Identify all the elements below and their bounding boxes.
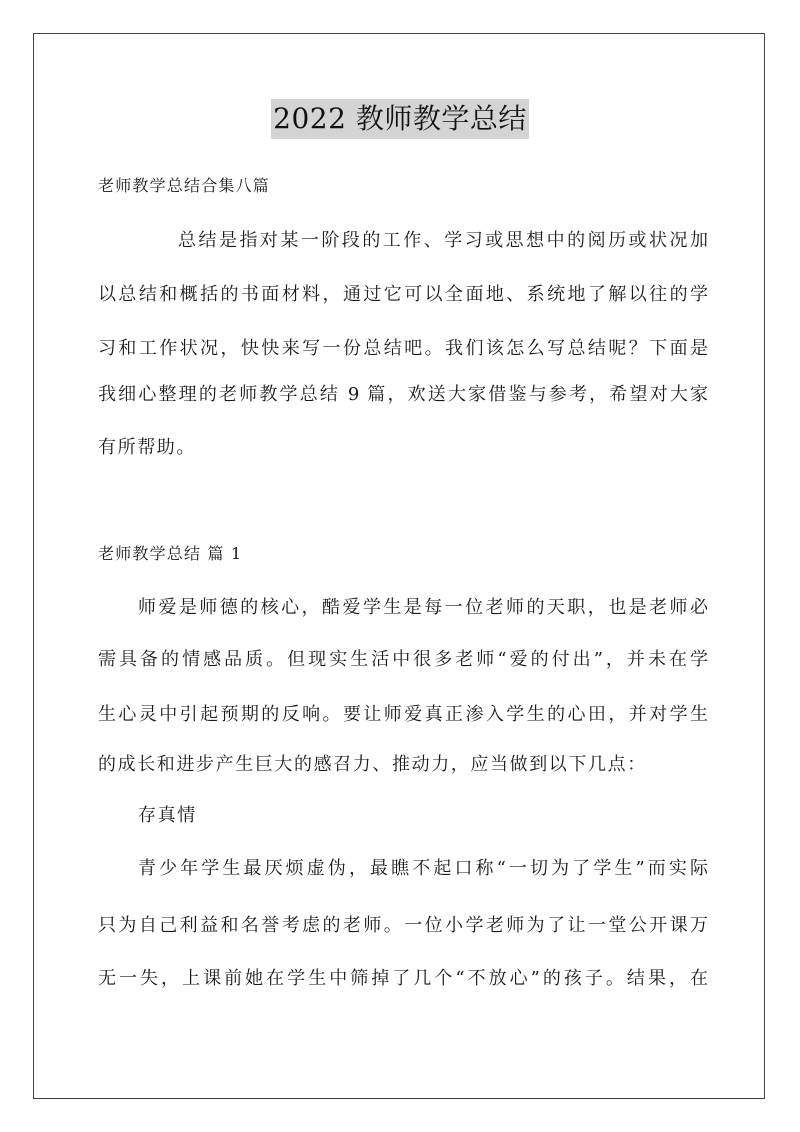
document-title: 2022 教师教学总结 [271, 99, 529, 139]
intro-line-3: 习和工作状况，快快来写一份总结吧。我们该怎么写总结呢？下面是 [98, 338, 708, 359]
intro-line-5: 有所帮助。 [98, 437, 196, 458]
document-subtitle: 老师教学总结合集八篇 [98, 176, 271, 195]
subheading: 存真情 [138, 805, 197, 826]
paragraph2-line-1: 青少年学生最厌烦虚伪，最瞧不起口称“一切为了学生”而实际 [138, 858, 708, 879]
intro-line-2: 以总结和概括的书面材料，通过它可以全面地、系统地了解以往的学 [98, 284, 708, 305]
paragraph1-line-3: 生心灵中引起预期的反响。要让师爱真正渗入学生的心田，并对学生 [98, 704, 708, 725]
paragraph1-line-4: 的成长和进步产生巨大的感召力、推动力，应当做到以下几点： [98, 754, 647, 775]
paragraph2-line-2: 只为自己利益和名誉考虑的老师。一位小学老师为了让一堂公开课万 [98, 915, 708, 936]
title-container [0, 99, 800, 139]
paragraph2-line-3: 无一失，上课前她在学生中筛掉了几个“不放心”的孩子。结果，在 [98, 968, 708, 989]
paragraph1-line-2: 需具备的情感品质。但现实生活中很多老师“爱的付出”，并未在学 [98, 649, 708, 670]
section-heading: 老师教学总结 篇 1 [98, 544, 243, 563]
paragraph1-line-1: 师爱是师德的核心，酷爱学生是每一位老师的天职，也是老师必 [138, 597, 708, 618]
intro-line-4: 我细心整理的老师教学总结 9 篇，欢送大家借鉴与参考，希望对大家 [98, 384, 708, 405]
intro-line-1: 总结是指对某一阶段的工作、学习或思想中的阅历或状况加 [178, 230, 708, 251]
